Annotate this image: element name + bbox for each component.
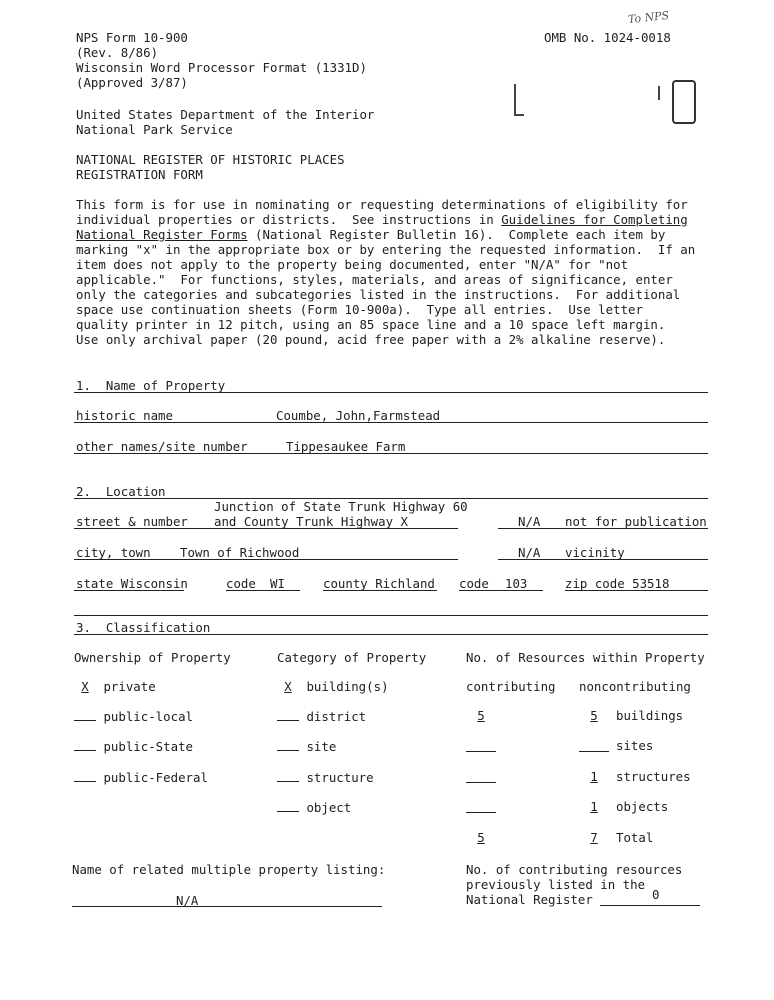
ownership-public-state-row[interactable]	[74, 738, 193, 754]
instructions-line: only the categories and subcategories listed in the instructions. For additional	[76, 287, 681, 302]
field-underline	[459, 590, 543, 591]
instructions-line: quality printer in 12 pitch, using an 85 space line and a 10 space left margin.	[76, 317, 666, 332]
ownership-private-row[interactable]	[74, 679, 156, 694]
state-label: state Wisconsin	[76, 576, 188, 591]
zip-code-label: zip code 53518	[565, 576, 670, 591]
instructions-line: applicable." For functions, styles, materials, and areas of significance, enter	[76, 272, 673, 287]
street-value-line-1: Junction of State Trunk Highway 60	[214, 499, 468, 514]
county-code-label: code	[459, 576, 489, 591]
city-value: Town of Richwood	[180, 545, 300, 560]
instructions-line: item does not apply to the property being documented, enter "N/A" for "not	[76, 257, 629, 272]
divider	[74, 634, 708, 635]
instructions-line: This form is for use in nominating or requesting determinations of eligibility for	[76, 197, 688, 212]
stamp-mark	[514, 84, 524, 116]
category-blank	[277, 799, 299, 812]
noncontributing-count: 1	[590, 799, 598, 814]
category-blank	[277, 738, 299, 751]
category-blank	[277, 708, 299, 721]
county-code-value: 103	[505, 576, 528, 591]
form-id-line-1: NPS Form 10-900	[76, 30, 188, 45]
noncontributing-count: 1	[590, 769, 598, 784]
category-district-row[interactable]	[277, 708, 366, 724]
category-label: district	[306, 709, 367, 724]
state-code-value: WI	[270, 576, 285, 591]
ownership-label: public-local	[103, 709, 193, 724]
resource-label: objects	[616, 799, 669, 814]
noncontributing-heading: noncontributing	[579, 679, 691, 694]
ownership-heading: Ownership of Property	[74, 650, 231, 665]
ownership-public-federal-row[interactable]	[74, 769, 208, 785]
instructions-line: space use continuation sheets (Form 10-900a). Type all entries. Use letter	[76, 302, 643, 317]
resource-label: buildings	[616, 708, 684, 723]
form-title-line-2: REGISTRATION FORM	[76, 167, 203, 182]
city-label: city, town	[76, 545, 151, 560]
county-label: county Richland	[323, 576, 435, 591]
category-blank	[277, 769, 299, 782]
ownership-blank	[74, 738, 96, 751]
resource-label: structures	[616, 769, 691, 784]
contributing-count: 5	[477, 708, 485, 723]
form-id-line-2: (Rev. 8/86)	[76, 45, 159, 60]
street-label: street & number	[76, 514, 188, 529]
field-underline	[72, 906, 382, 907]
guidelines-link: Guidelines for Completing	[501, 212, 688, 227]
stamp-mark-2	[650, 86, 660, 100]
noncontributing-total: 7	[590, 830, 598, 845]
field-underline	[74, 422, 708, 423]
agency-line-2: National Park Service	[76, 122, 233, 137]
street-value-line-2: and County Trunk Highway X	[214, 514, 408, 529]
form-title-line-1: NATIONAL REGISTER OF HISTORIC PLACES	[76, 152, 345, 167]
field-underline	[226, 590, 300, 591]
not-for-publication-label: not for publication	[565, 514, 707, 529]
category-heading: Category of Property	[277, 650, 427, 665]
noncontributing-count: 5	[590, 708, 598, 723]
category-mark: X	[284, 679, 292, 694]
field-underline	[74, 590, 184, 591]
field-underline	[565, 590, 708, 591]
contributing-blank	[466, 812, 496, 813]
received-stamp	[672, 80, 696, 124]
category-label: object	[306, 800, 352, 815]
ownership-public-local-row[interactable]	[74, 708, 193, 724]
previously-listed-line-3: National Register	[466, 892, 593, 907]
instructions-text: individual properties or districts. See instructions in	[76, 212, 502, 227]
instructions-line: marking "x" in the appropriate box or by entering the requested information. If an	[76, 242, 696, 257]
form-id-line-3: Wisconsin Word Processor Format (1331D)	[76, 60, 367, 75]
resource-label: Total	[616, 830, 654, 845]
not-for-publication-value: N/A	[518, 514, 541, 529]
noncontributing-blank	[579, 751, 609, 752]
category-label: site	[306, 739, 337, 754]
field-underline	[74, 559, 458, 560]
multiple-listing-label: Name of related multiple property listing:	[72, 862, 386, 877]
section-1-heading: 1. Name of Property	[76, 378, 226, 393]
divider	[74, 392, 708, 393]
ownership-label: public-Federal	[103, 770, 208, 785]
form-id-line-4: (Approved 3/87)	[76, 75, 188, 90]
vicinity-value: N/A	[518, 545, 541, 560]
field-underline	[74, 453, 708, 454]
ownership-blank	[74, 708, 96, 721]
field-underline	[74, 528, 458, 529]
previously-listed-line-2: previously listed in the	[466, 877, 646, 892]
other-names-label: other names/site number	[76, 439, 248, 454]
agency-line-1: United States Department of the Interior	[76, 107, 375, 122]
instructions-text: (National Register Bulletin 16). Complete each item by	[247, 227, 666, 242]
ownership-blank	[74, 769, 96, 782]
register-forms-link: National Register Forms	[76, 227, 248, 242]
omb-number: OMB No. 1024-0018	[544, 30, 671, 45]
historic-name-label: historic name	[76, 408, 173, 423]
contributing-blank	[466, 782, 496, 783]
multiple-listing-value: N/A	[176, 893, 199, 908]
field-underline	[600, 905, 700, 906]
handwritten-note: To NPS	[627, 8, 670, 27]
vicinity-label: vicinity	[565, 545, 625, 560]
section-2-heading: 2. Location	[76, 484, 166, 499]
contributing-heading: contributing	[466, 679, 556, 694]
contributing-blank	[466, 751, 496, 752]
resources-heading: No. of Resources within Property	[466, 650, 705, 665]
category-structure-row[interactable]	[277, 769, 374, 785]
state-code-label: code	[226, 576, 256, 591]
field-underline	[498, 559, 708, 560]
instructions-line: Use only archival paper (20 pound, acid free paper with a 2% alkaline reserve).	[76, 332, 666, 347]
historic-name-value: Coumbe, John,Farmstead	[276, 408, 441, 423]
field-underline	[498, 528, 708, 529]
category-object-row[interactable]	[277, 799, 351, 815]
section-3-heading: 3. Classification	[76, 620, 211, 635]
category-site-row[interactable]	[277, 738, 336, 754]
field-underline	[323, 590, 437, 591]
ownership-label: private	[103, 679, 156, 694]
category-building-row[interactable]	[277, 679, 389, 694]
contributing-total: 5	[477, 830, 485, 845]
ownership-mark: X	[81, 679, 89, 694]
instructions-line	[76, 212, 688, 227]
resource-label: sites	[616, 738, 654, 753]
ownership-label: public-State	[103, 739, 193, 754]
divider	[74, 615, 708, 616]
instructions-line	[76, 227, 665, 242]
previously-listed-line-1: No. of contributing resources	[466, 862, 683, 877]
previously-listed-value: 0	[652, 887, 660, 902]
category-label: building(s)	[306, 679, 389, 694]
category-label: structure	[306, 770, 374, 785]
other-names-value: Tippesaukee Farm	[286, 439, 406, 454]
